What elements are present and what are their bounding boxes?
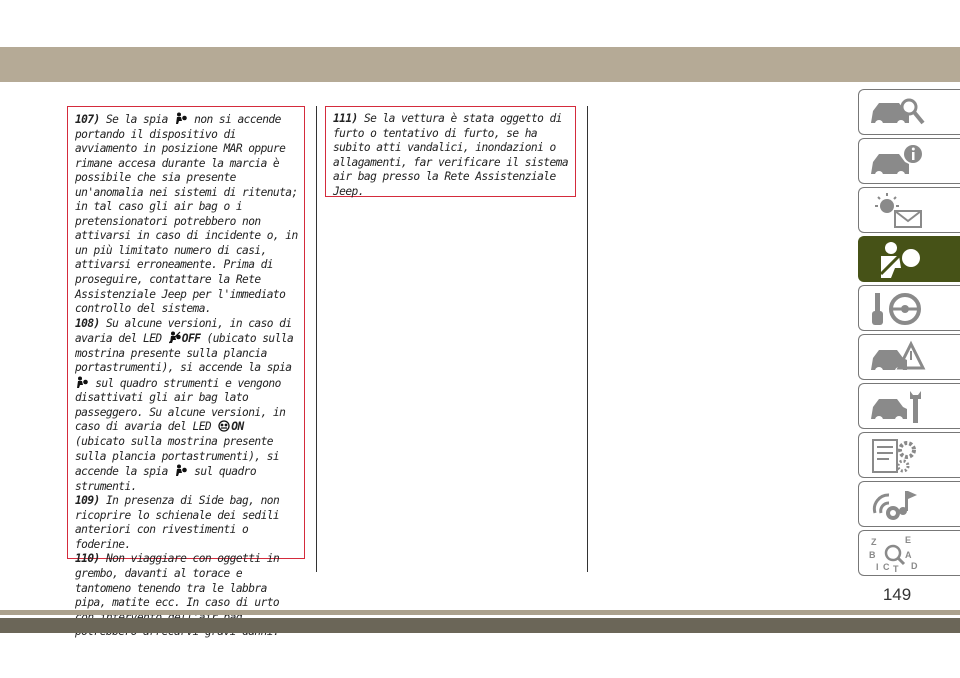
car-search-icon <box>867 93 927 133</box>
page-number: 149 <box>882 585 912 604</box>
car-info-icon <box>867 142 927 182</box>
note-111: 111) Se la vettura è stata oggetto di furto o tentativo di furto, se ha subito atti vandalici, inondazioni o allagamenti, far verificare il sistema air bag presso la Rete Assistenziale Jeep. <box>333 112 569 198</box>
warning-light-message-icon <box>867 191 927 231</box>
footer-band-dark <box>0 618 960 633</box>
alphabetical-index-icon <box>867 534 927 574</box>
tab-safety[interactable] <box>858 236 960 282</box>
index-letter: E <box>905 535 912 545</box>
airbag-warning-icon <box>175 112 187 125</box>
multimedia-icon <box>867 485 927 525</box>
tab-index[interactable] <box>858 530 960 576</box>
tab-car-info[interactable] <box>858 138 960 184</box>
tab-starting-driving[interactable] <box>858 285 960 331</box>
index-letter: D <box>911 561 918 571</box>
warning-box-right <box>325 106 576 197</box>
technical-data-gear-icon <box>867 436 927 476</box>
passenger-airbag-icon <box>169 331 181 344</box>
airbag-warning-icon <box>175 464 187 477</box>
airbag-warning-icon <box>76 376 88 389</box>
warning-box-left <box>67 106 305 610</box>
tab-multimedia[interactable] <box>858 481 960 527</box>
passenger-airbag-on-icon <box>218 420 230 432</box>
car-wrench-icon <box>867 387 927 427</box>
tab-warning-lights[interactable] <box>858 187 960 233</box>
tab-maintenance[interactable] <box>858 383 960 429</box>
header-band <box>0 47 960 82</box>
note-110: 110) Non viaggiare con oggetti in grembo, davanti al torace e tantomeno tenendo tra le labbra pipa, matite ecc. In caso di urto <box>75 552 280 610</box>
index-letter: Z <box>871 537 877 547</box>
note-107: 107) Se la spia non si accende portando il dispositivo di avviamento in posizione MAR oppure rimane accesa durante la marcia è possibile che sia presente un'anomalia nei sistemi di ritenuta; in tal caso gli air bag o i pretensionatori potrebbero non attivarsi in caso di incidente o, in un più limitato numero di casi, attivarsi erroneamente. Prima di proseguire, contattare la Rete Assistenziale Jeep per l'immediato controllo del sistema. <box>75 113 298 316</box>
index-letter: C <box>883 562 890 572</box>
column-divider <box>587 106 588 572</box>
footer-band <box>0 610 960 615</box>
note-108: 108) Su alcune versioni, in caso di avaria del LED OFF (ubicato sulla mostrina presente sulla plancia portastrumenti), si accende la spia sul quadro strumenti e vengono disattivati gli air bag lato passeggero. Su alcune versioni, in caso di avaria del LED ON (ubicato sulla mostrina presente sulla plancia portastrumenti), si accende la spia sul quadro strumenti. <box>75 316 294 493</box>
index-letter: I <box>876 562 879 572</box>
note-109: 109) In presenza di Side bag, non ricoprire lo schienale dei sedili anteriori con rivestimenti o foderine. <box>75 494 280 551</box>
tab-technical-data[interactable] <box>858 432 960 478</box>
airbag-seatbelt-icon <box>867 240 927 280</box>
column-divider <box>316 106 317 572</box>
key-steering-wheel-icon <box>867 289 927 329</box>
index-letter: B <box>869 550 876 560</box>
index-letter: T <box>893 564 899 574</box>
index-letter: A <box>905 550 912 560</box>
tab-car-search[interactable] <box>858 89 960 135</box>
car-hazard-icon <box>867 338 927 378</box>
tab-emergency[interactable] <box>858 334 960 380</box>
